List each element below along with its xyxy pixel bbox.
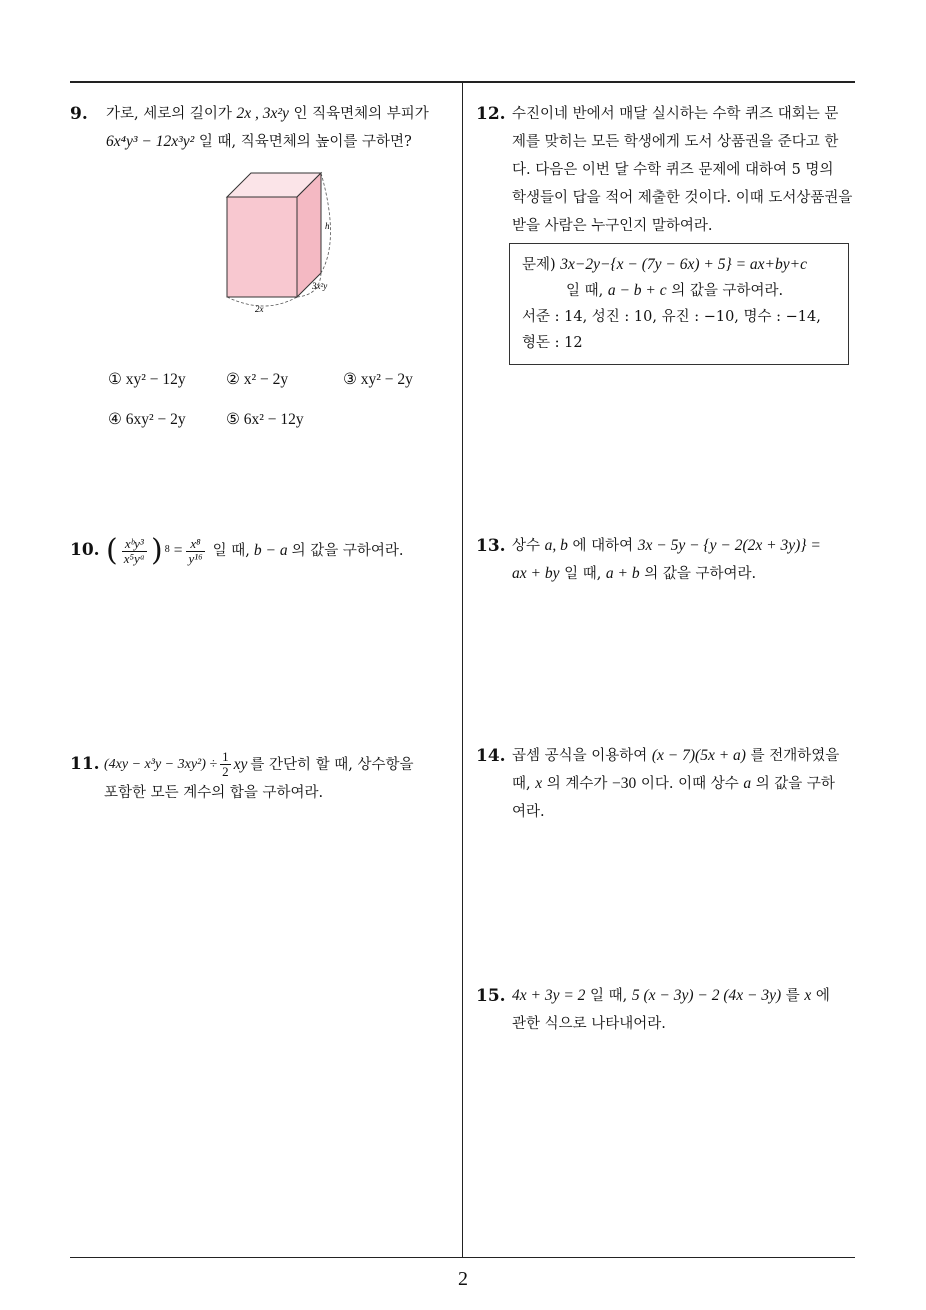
question-10: 10. ( $\frac{\text{xᵇy³}}{\text{x⁵yᵃ}}$ ) 8 = $\frac{\text{x⁸}}{\text{y¹⁶}}$ 일 때, b − a 의 값을 구하여라.	[70, 533, 404, 568]
question-number: 15.	[476, 986, 506, 1006]
page-number: 2	[458, 1268, 468, 1290]
question-9	[70, 100, 455, 156]
question-line: 곱셈 공식을 이용하여 (x − 7)(5x + a) 를 전개하였을	[512, 747, 840, 764]
equals-sign: =	[173, 542, 183, 559]
question-line: 때, x 의 계수가 −30 이다. 이때 상수 a 의 값을 구하	[512, 775, 835, 792]
question-line: 포함한 모든 계수의 합을 구하여라.	[104, 785, 324, 801]
question-number: 14.	[476, 746, 506, 766]
question-line: 상수 a, b 에 대하여 3x − 5y − {y − 2(2x + 3y)} =	[512, 537, 821, 554]
question-11	[70, 750, 460, 807]
option-1[interactable]: ① xy² − 12y	[108, 371, 186, 388]
question-number: 11.	[70, 754, 100, 774]
cuboid-figure	[215, 165, 355, 320]
box-line: 형돈 : 12	[522, 335, 583, 351]
question-line: 받을 사람은 누구인지 말하여라.	[512, 218, 713, 234]
question-line: 가로, 세로의 길이가 2x , 3x²y 인 직육면체의 부피가	[106, 105, 429, 122]
question-15	[476, 982, 861, 1038]
lhs-fraction: $\frac{\text{xᵇy³}}{\text{x⁵yᵃ}}$	[123, 535, 145, 566]
exponent: 8	[164, 544, 170, 555]
option-4[interactable]: ④ 6xy² − 2y	[108, 411, 186, 428]
question-line: 제를 맞히는 모든 학생에게 도서 상품권을 준다고 한	[512, 134, 839, 150]
question-line: 6x⁴y³ − 12x³y² 일 때, 직육면체의 높이를 구하면?	[106, 133, 412, 150]
center-divider	[462, 83, 463, 1258]
question-number: 10.	[70, 540, 100, 560]
question-line: 여라.	[512, 804, 545, 820]
right-paren: )	[150, 533, 163, 568]
question-line: 4x + 3y = 2 일 때, 5 (x − 3y) − 2 (4x − 3y) 를 x 에	[512, 987, 830, 1004]
option-3[interactable]: ③ xy² − 2y	[343, 371, 413, 388]
question-number: 12.	[476, 104, 506, 124]
width-label: 2x	[255, 304, 264, 314]
question-line: 관한 식으로 나타내어라.	[512, 1016, 666, 1032]
question-line: 수진이네 반에서 매달 실시하는 수학 퀴즈 대회는 문	[512, 106, 839, 122]
half-fraction: $\frac{1}{2}$	[222, 749, 229, 779]
depth-label: 3x²y	[312, 281, 328, 291]
answer-options	[108, 370, 458, 430]
question-line: 학생들이 답을 적어 제출한 것이다. 이때 도서상품권을	[512, 190, 853, 206]
question-13	[476, 532, 861, 588]
question-12	[476, 100, 861, 240]
question-line: ax + by 일 때, a + b 의 값을 구하여라.	[512, 565, 757, 582]
rhs-fraction: $\frac{\text{x⁸}}{\text{y¹⁶}}$	[188, 535, 203, 566]
bottom-rule	[70, 1257, 855, 1258]
box-line: 서준 : 14, 성진 : 10, 유진 : −10, 명수 : −14,	[522, 309, 821, 325]
left-paren: (	[106, 533, 118, 568]
question-14	[476, 742, 861, 826]
option-5[interactable]: ⑤ 6x² − 12y	[226, 411, 304, 428]
question-number: 9.	[70, 104, 88, 124]
box-line: 일 때, a − b + c 의 값을 구하여라.	[566, 282, 784, 299]
option-2[interactable]: ② x² − 2y	[226, 371, 289, 388]
box-line: 문제) 3x−2y−{x − (7y − 6x) + 5} = ax+by+c	[522, 256, 807, 273]
question-line: 다. 다음은 이번 달 수학 퀴즈 문제에 대하여 5 명의	[512, 162, 834, 178]
question-number: 13.	[476, 536, 506, 556]
height-label: h	[325, 221, 330, 231]
problem-box	[509, 243, 849, 365]
question-line: (4xy − x³y − 3xy²) ÷ $\frac{1}{2}$ xy 를 간단히 할 때, 상수항을	[104, 749, 414, 779]
